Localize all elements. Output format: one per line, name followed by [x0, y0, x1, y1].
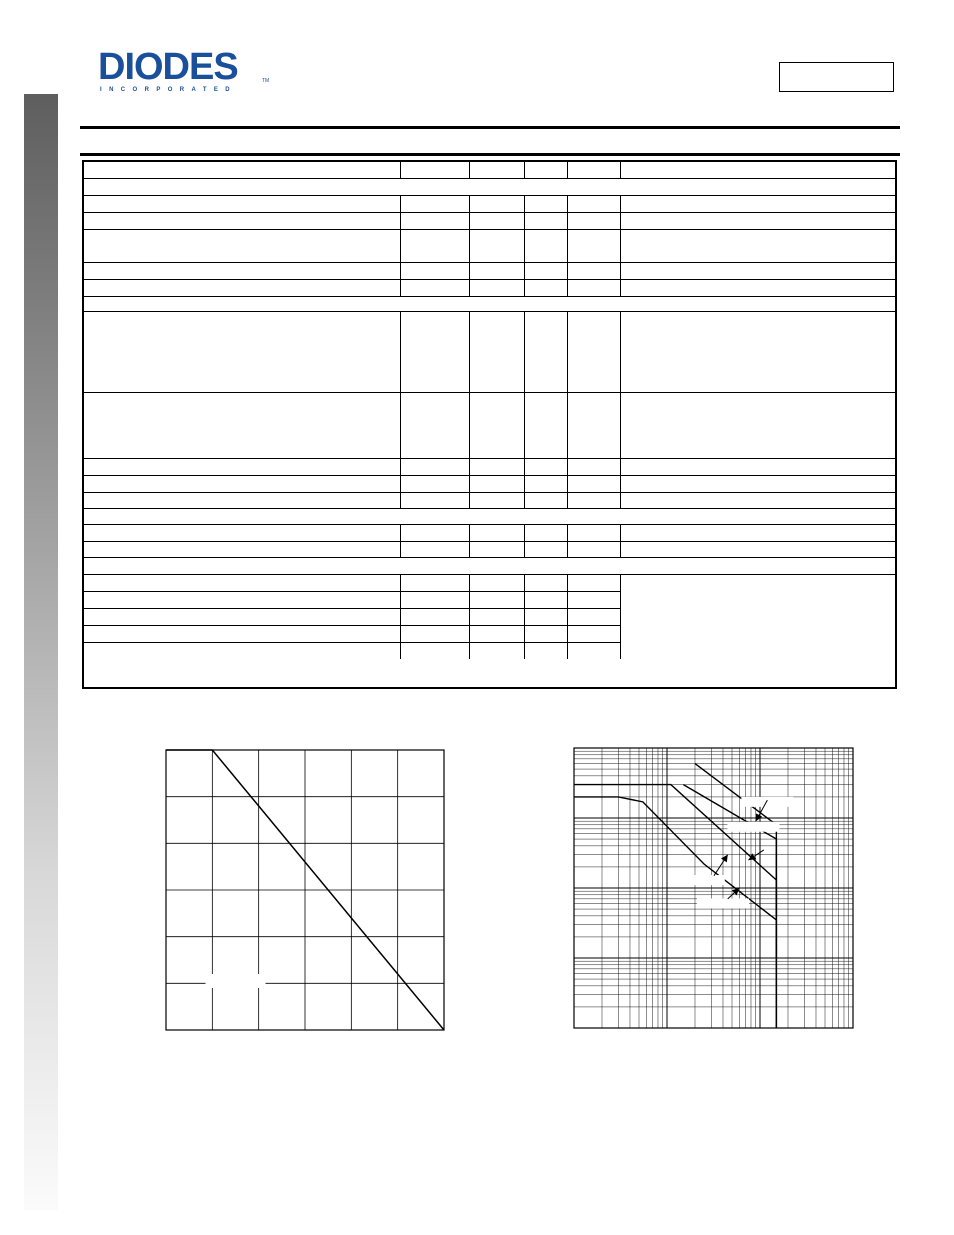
annotation-label-box	[206, 974, 266, 988]
annotation-label-box	[697, 899, 749, 909]
chart-derating-plot	[160, 745, 452, 1037]
chart-derating	[160, 745, 452, 1037]
annotation-label-box	[741, 797, 793, 807]
annotation-arrow-head	[721, 855, 728, 863]
annotation-label-box	[673, 875, 725, 885]
header-rule-top	[80, 126, 900, 129]
header-rule-bottom	[80, 153, 900, 156]
chart-soa	[568, 743, 860, 1035]
logo-trademark: TM	[262, 78, 270, 84]
logo-wordmark: DIODES	[98, 46, 238, 88]
table-grid	[84, 162, 895, 687]
electrical-characteristics-table	[82, 160, 897, 689]
part-number-box	[779, 62, 894, 92]
logo-subtext: INCORPORATED	[100, 87, 238, 93]
side-gradient-bar	[24, 94, 58, 1210]
diodes-logo	[98, 48, 270, 96]
annotation-label-box	[727, 822, 779, 832]
chart-soa-plot	[568, 743, 860, 1035]
